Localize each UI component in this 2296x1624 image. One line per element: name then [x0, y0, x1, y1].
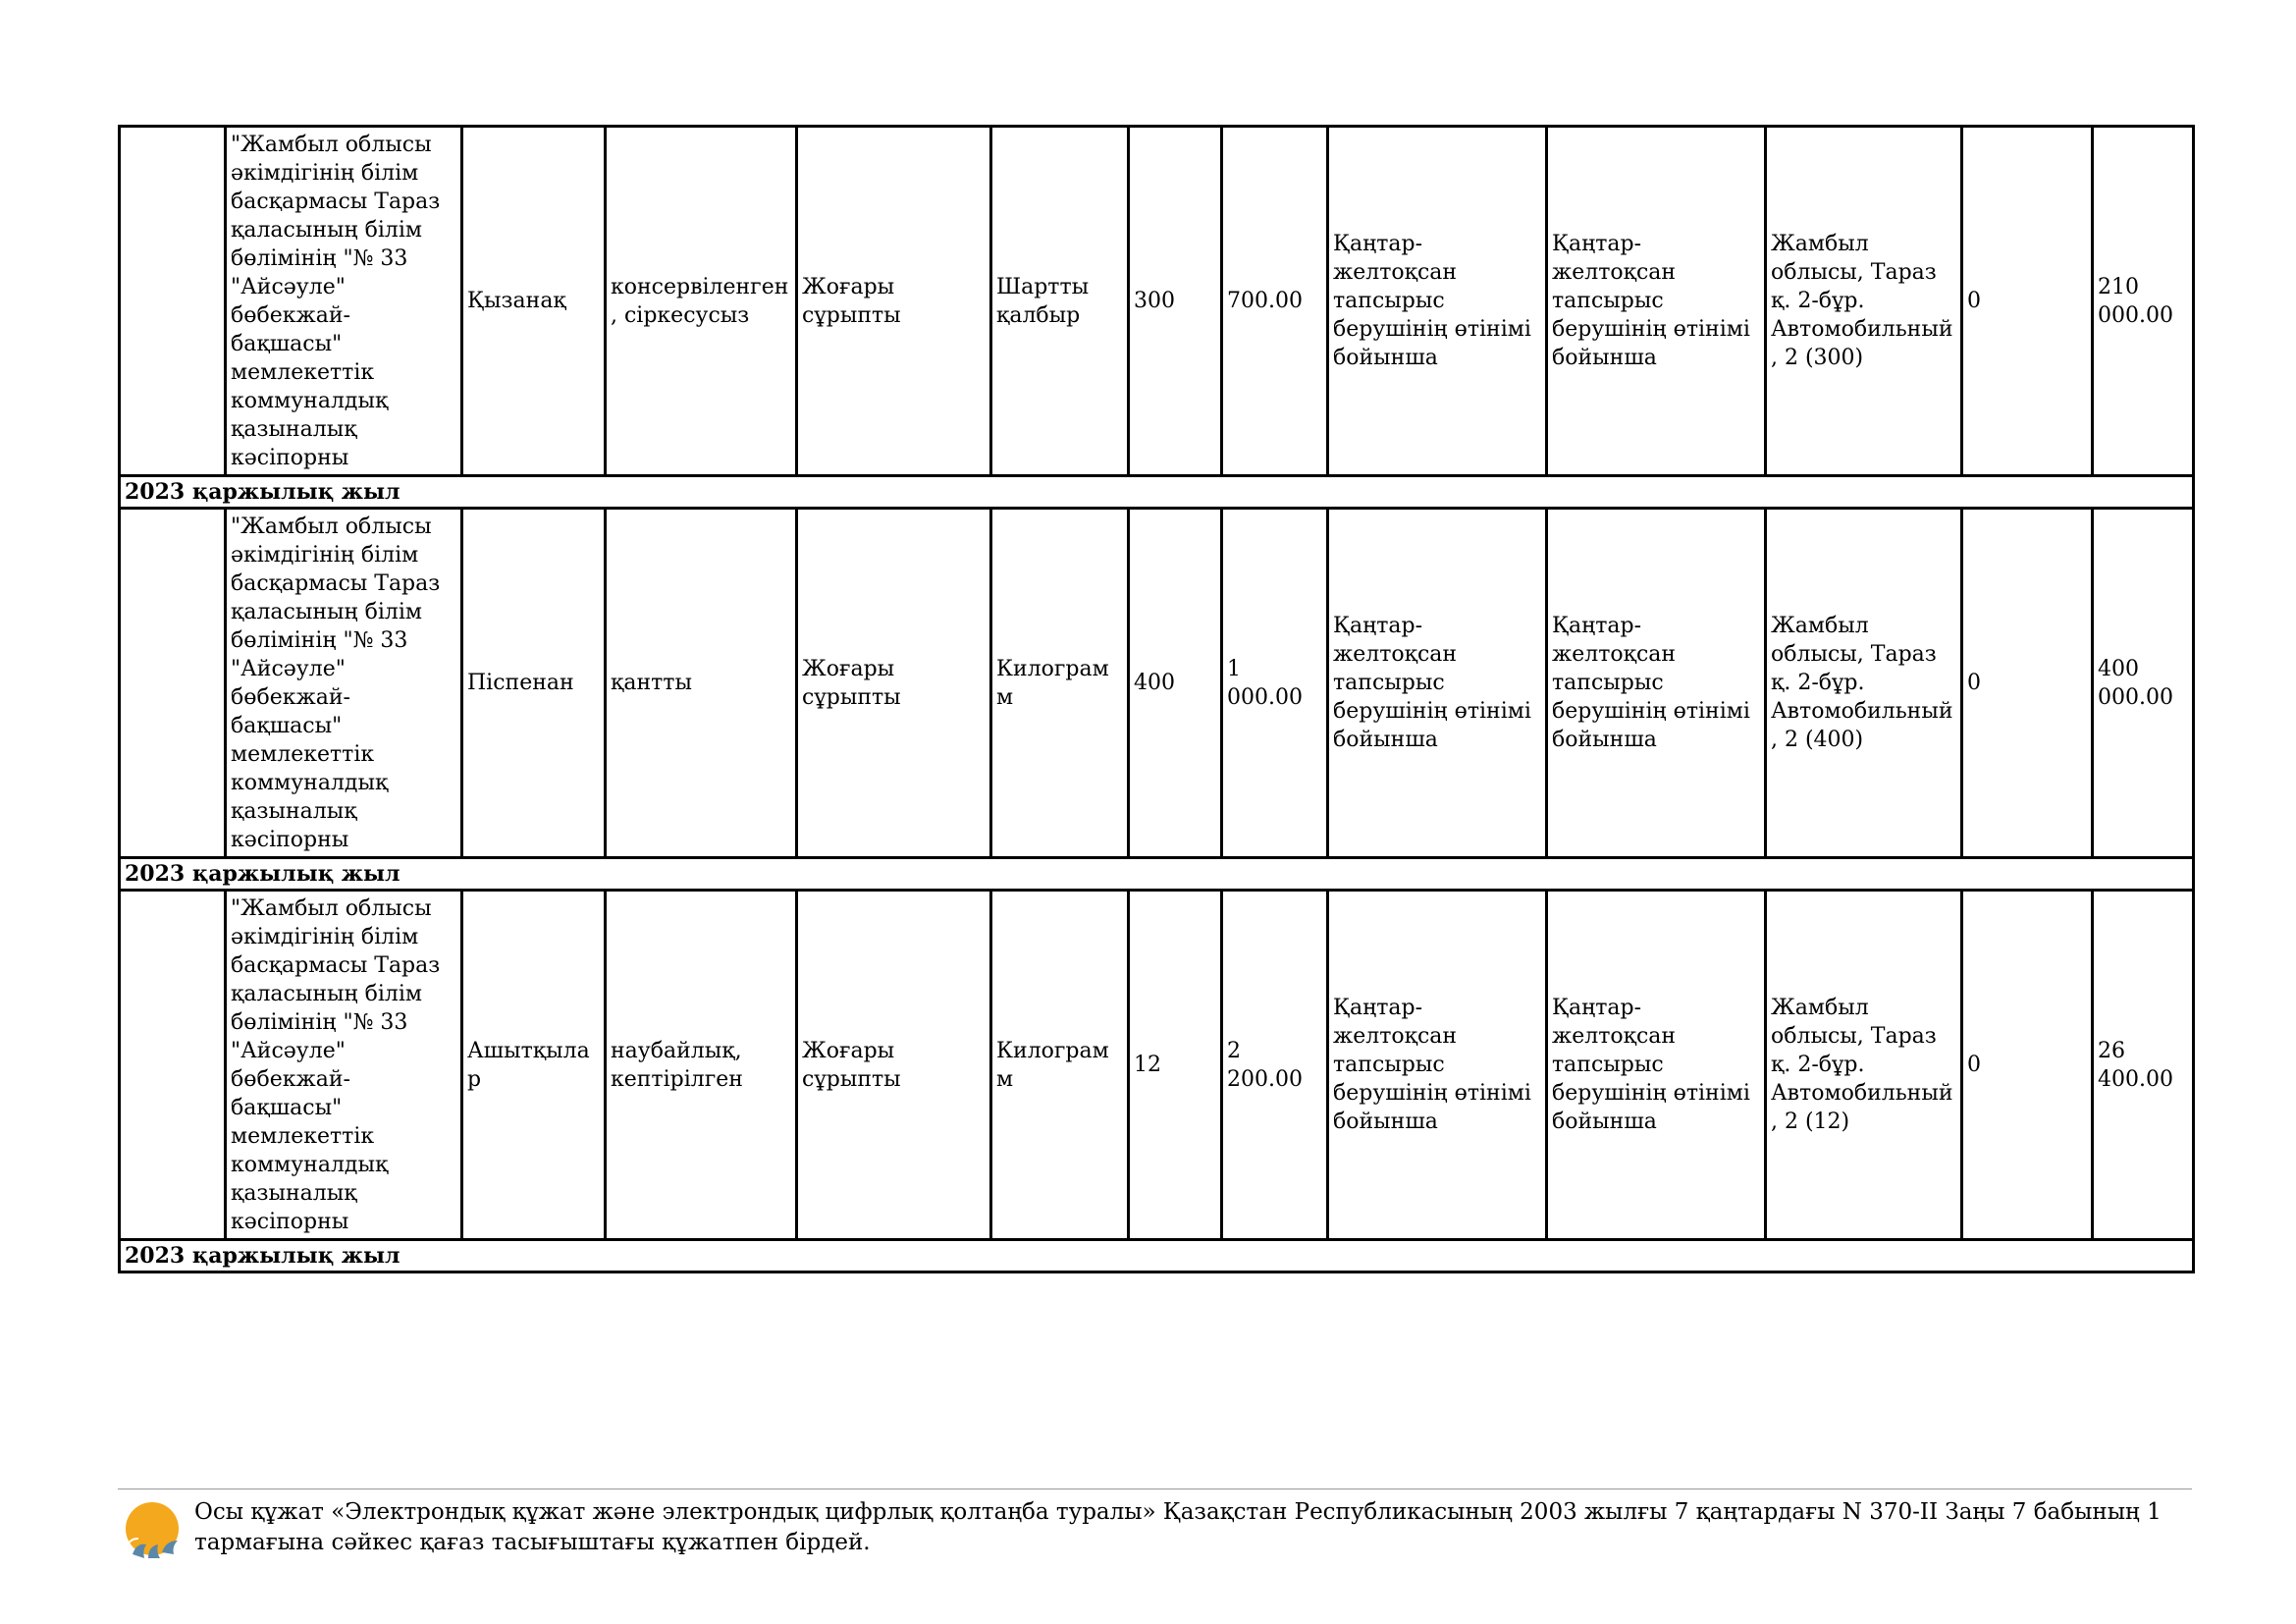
delivery-place-cell: Жамбыл облысы, Тараз қ. 2-бұр. Автомобильный, 2 (12) — [1766, 891, 1962, 1240]
year-row — [120, 1240, 2194, 1272]
grade-cell: Жоғары сұрыпты — [797, 891, 991, 1240]
quantity-cell: 400 — [1129, 509, 1222, 858]
advance-cell: 0 — [1962, 127, 2093, 476]
footer-legal-text: Осы құжат «Электрондық құжат және электрондық цифрлық қолтаңба туралы» Қазақстан Республикасының 2003 жылғы 7 қаңтардағы N 370-II Заңы 7 бабының 1 тармағына сәйкес қағаз тасығыштағы құжатпен бірдей. — [194, 1499, 2162, 1555]
characteristic-cell: консервіленген, сіркесусыз — [606, 127, 797, 476]
table-row — [120, 891, 2194, 1240]
row-number-cell — [120, 891, 226, 1240]
organizer-cell: "Жамбыл облысы әкімдігінің білім басқармасы Тараз қаласының білім бөлімінің "№ 33 "Айсәуле" бөбекжай-бақшасы" мемлекеттік коммуналдық қазыналық кәсіпорны — [226, 509, 462, 858]
characteristic-cell: қантты — [606, 509, 797, 858]
unit-cell: Килограмм — [991, 509, 1129, 858]
characteristic-cell: наубайлық, кептірілген — [606, 891, 797, 1240]
row-number-cell — [120, 127, 226, 476]
unit-cell: Шартты қалбыр — [991, 127, 1129, 476]
price-cell: 2 200.00 — [1222, 891, 1328, 1240]
unit-cell: Килограмм — [991, 891, 1129, 1240]
quantity-cell: 300 — [1129, 127, 1222, 476]
egov-sun-logo-icon — [123, 1499, 184, 1560]
total-cell: 210 000.00 — [2093, 127, 2194, 476]
price-cell: 700.00 — [1222, 127, 1328, 476]
grade-cell: Жоғары сұрыпты — [797, 509, 991, 858]
organizer-cell: "Жамбыл облысы әкімдігінің білім басқармасы Тараз қаласының білім бөлімінің "№ 33 "Айсәуле" бөбекжай-бақшасы" мемлекеттік коммуналдық қазыналық кәсіпорны — [226, 891, 462, 1240]
price-cell: 1 000.00 — [1222, 509, 1328, 858]
year-row — [120, 476, 2194, 509]
procurement-table — [118, 125, 2195, 1273]
row-number-cell — [120, 509, 226, 858]
advance-cell: 0 — [1962, 891, 2093, 1240]
delivery-term-cell: Қаңтар-желтоқсан тапсырыс берушінің өтінімі бойынша — [1328, 509, 1547, 858]
product-cell: Қызанақ — [462, 127, 606, 476]
table-row — [120, 509, 2194, 858]
payment-term-cell: Қаңтар-желтоқсан тапсырыс берушінің өтінімі бойынша — [1547, 509, 1766, 858]
delivery-term-cell: Қаңтар-желтоқсан тапсырыс берушінің өтінімі бойынша — [1328, 127, 1547, 476]
organizer-cell: "Жамбыл облысы әкімдігінің білім басқармасы Тараз қаласының білім бөлімінің "№ 33 "Айсәуле" бөбекжай-бақшасы" мемлекеттік коммуналдық қазыналық кәсіпорны — [226, 127, 462, 476]
delivery-term-cell: Қаңтар-желтоқсан тапсырыс берушінің өтінімі бойынша — [1328, 891, 1547, 1240]
table-row — [120, 127, 2194, 476]
product-cell: Ашытқылар — [462, 891, 606, 1240]
delivery-place-cell: Жамбыл облысы, Тараз қ. 2-бұр. Автомобильный, 2 (300) — [1766, 127, 1962, 476]
advance-cell: 0 — [1962, 509, 2093, 858]
year-label: 2023 қаржылық жыл — [120, 1240, 2194, 1272]
delivery-place-cell: Жамбыл облысы, Тараз қ. 2-бұр. Автомобильный, 2 (400) — [1766, 509, 1962, 858]
year-label: 2023 қаржылық жыл — [120, 858, 2194, 891]
grade-cell: Жоғары сұрыпты — [797, 127, 991, 476]
year-label: 2023 қаржылық жыл — [120, 476, 2194, 509]
product-cell: Піспенан — [462, 509, 606, 858]
total-cell: 26 400.00 — [2093, 891, 2194, 1240]
quantity-cell: 12 — [1129, 891, 1222, 1240]
payment-term-cell: Қаңтар-желтоқсан тапсырыс берушінің өтінімі бойынша — [1547, 127, 1766, 476]
total-cell: 400 000.00 — [2093, 509, 2194, 858]
payment-term-cell: Қаңтар-желтоқсан тапсырыс берушінің өтінімі бойынша — [1547, 891, 1766, 1240]
year-row — [120, 858, 2194, 891]
